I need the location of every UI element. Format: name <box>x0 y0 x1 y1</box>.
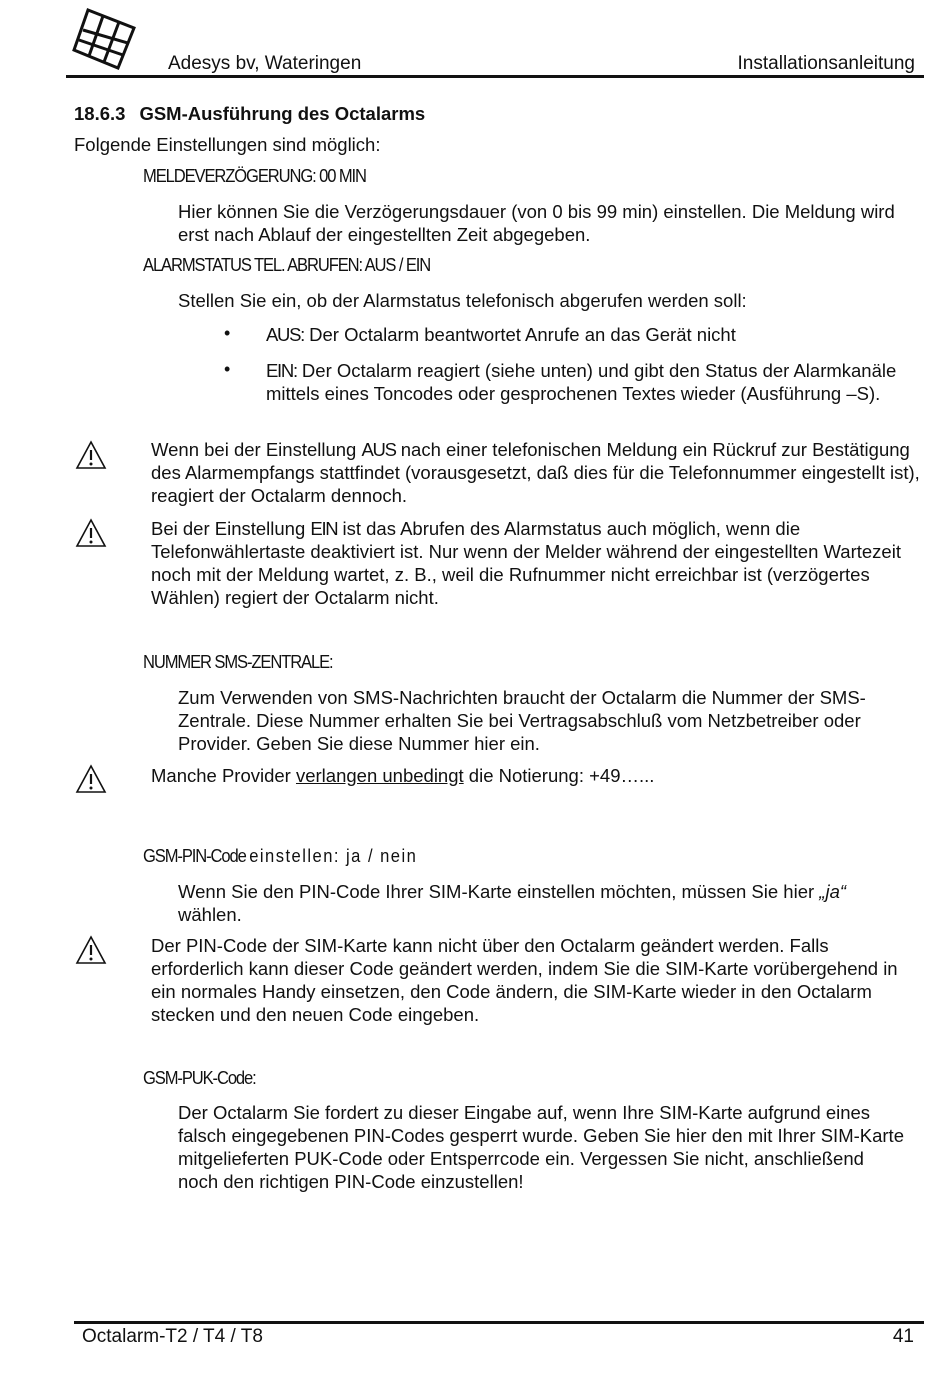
bullet-text: Der Octalarm reagiert (siehe unten) und gibt den Status der Alarmkanäle mittels eines Toncodes oder gesprochenen Textes wieder (Ausführung –S). <box>266 360 897 404</box>
setting-label-part: GSM-PIN-Code <box>143 846 250 866</box>
section-intro: Folgende Einstellungen sind möglich: <box>74 134 381 155</box>
setting-label-meldeverzoegerung: MELDEVERZÖGERUNG: 00 MIN <box>143 166 366 186</box>
warning-text-ein <box>151 517 926 609</box>
bullet-marker: • <box>224 359 231 379</box>
warning-text: Manche Provider <box>151 765 296 786</box>
header-doc-type: Installationsanleitung <box>737 53 915 74</box>
warning-key: EIN <box>310 518 338 539</box>
company-logo <box>72 8 136 70</box>
warning-underlined: verlangen unbedingt <box>295 765 464 786</box>
warning-text-aus <box>151 438 926 507</box>
setting-label-sms-zentrale: NUMMER SMS-ZENTRALE: <box>143 652 333 672</box>
header-divider <box>66 75 924 78</box>
section-number: 18.6.3 <box>74 103 126 124</box>
warning-text: nach einer telefonischen Meldung ein Rückruf zur Bestätigung des Alarmempfangs stattfindet (vorausgesetzt, daß dies für die Telefonnummer eingestellt ist), reagiert der Octalarm dennoch. <box>151 439 920 506</box>
bullet-key: EIN: <box>266 360 297 381</box>
footer-divider <box>74 1321 924 1324</box>
warning-text-provider <box>151 764 926 787</box>
setting-text-puk-code: Der Octalarm Sie fordert zu dieser Eingabe auf, wenn Ihre SIM-Karte aufgrund eines falsch eingegebenen PIN-Codes gesperrt wurde. Geben Sie hier den mit Ihrer SIM-Karte mitgelieferten PUK-Code oder Entsperrcode ein. Vergessen Sie nicht, anschließend noch den richtigen PIN-Code einzustellen! <box>178 1102 904 1192</box>
bullet-marker: • <box>224 323 231 343</box>
bullet-key: AUS: <box>266 324 304 345</box>
setting-text-pin-code <box>178 880 908 926</box>
warning-text: die Notierung: +49…... <box>463 765 655 786</box>
warning-icon <box>75 518 107 548</box>
warning-text-pin: Der PIN-Code der SIM-Karte kann nicht über den Octalarm geändert werden. Falls erforderlich kann dieser Code geändert werden, indem Sie die SIM-Karte vorübergehend in ein normales Handy einsetzen, den Code ändern, die SIM-Karte wieder in den Octalarm stecken und den neuen Code eingeben. <box>151 935 898 1025</box>
bullet-item-ein <box>266 359 906 405</box>
setting-label-pin-code <box>143 846 417 867</box>
warning-text: ist das Abrufen des Alarmstatus auch möglich, wenn die Telefonwählertaste deaktiviert ist. Nur wenn der Melder während der eingestellten Wartezeit noch mit der Meldung wartet, z. B., weil die Rufnummer nicht erreichbar ist (verzögertes Wählen) regiert der Octalarm nicht. <box>151 518 901 608</box>
page-number: 41 <box>892 1326 914 1347</box>
setting-label-puk-code: GSM-PUK-Code: <box>143 1068 256 1088</box>
bullet-item-aus <box>266 323 906 346</box>
setting-text-meldeverzoegerung: Hier können Sie die Verzögerungsdauer (von 0 bis 99 min) einstellen. Die Meldung wird erst nach Ablauf der eingestellten Zeit abgegeben. <box>178 201 895 245</box>
setting-text-alarmstatus: Stellen Sie ein, ob der Alarmstatus telefonisch abgerufen werden soll: <box>178 290 747 311</box>
footer-product: Octalarm-T2 / T4 / T8 <box>82 1326 263 1347</box>
setting-label-alarmstatus: ALARMSTATUS TEL. ABRUFEN: AUS / EIN <box>143 255 431 275</box>
warning-icon <box>75 440 107 470</box>
section-heading <box>74 103 425 125</box>
setting-text-sms-zentrale: Zum Verwenden von SMS-Nachrichten braucht der Octalarm die Nummer der SMS-Zentrale. Diese Nummer erhalten Sie bei Vertragsabschluß vom Netzbetreiber oder Provider. Geben Sie diese Nummer hier ein. <box>178 687 866 754</box>
setting-label-part: einstellen: ja / nein <box>249 846 418 866</box>
warning-text: Bei der Einstellung <box>151 518 311 539</box>
header-company: Adesys bv, Wateringen <box>168 53 362 74</box>
warning-key: AUS <box>361 439 396 460</box>
setting-text: wählen. <box>178 904 242 925</box>
setting-text-emphasis: „ja“ <box>819 881 847 902</box>
section-title: GSM-Ausführung des Octalarms <box>139 103 426 124</box>
bullet-text: Der Octalarm beantwortet Anrufe an das Gerät nicht <box>303 324 736 345</box>
warning-icon <box>75 764 107 794</box>
setting-text: Wenn Sie den PIN-Code Ihrer SIM-Karte einstellen möchten, müssen Sie hier <box>178 881 820 902</box>
warning-text: Wenn bei der Einstellung <box>151 439 362 460</box>
warning-icon <box>75 935 107 965</box>
